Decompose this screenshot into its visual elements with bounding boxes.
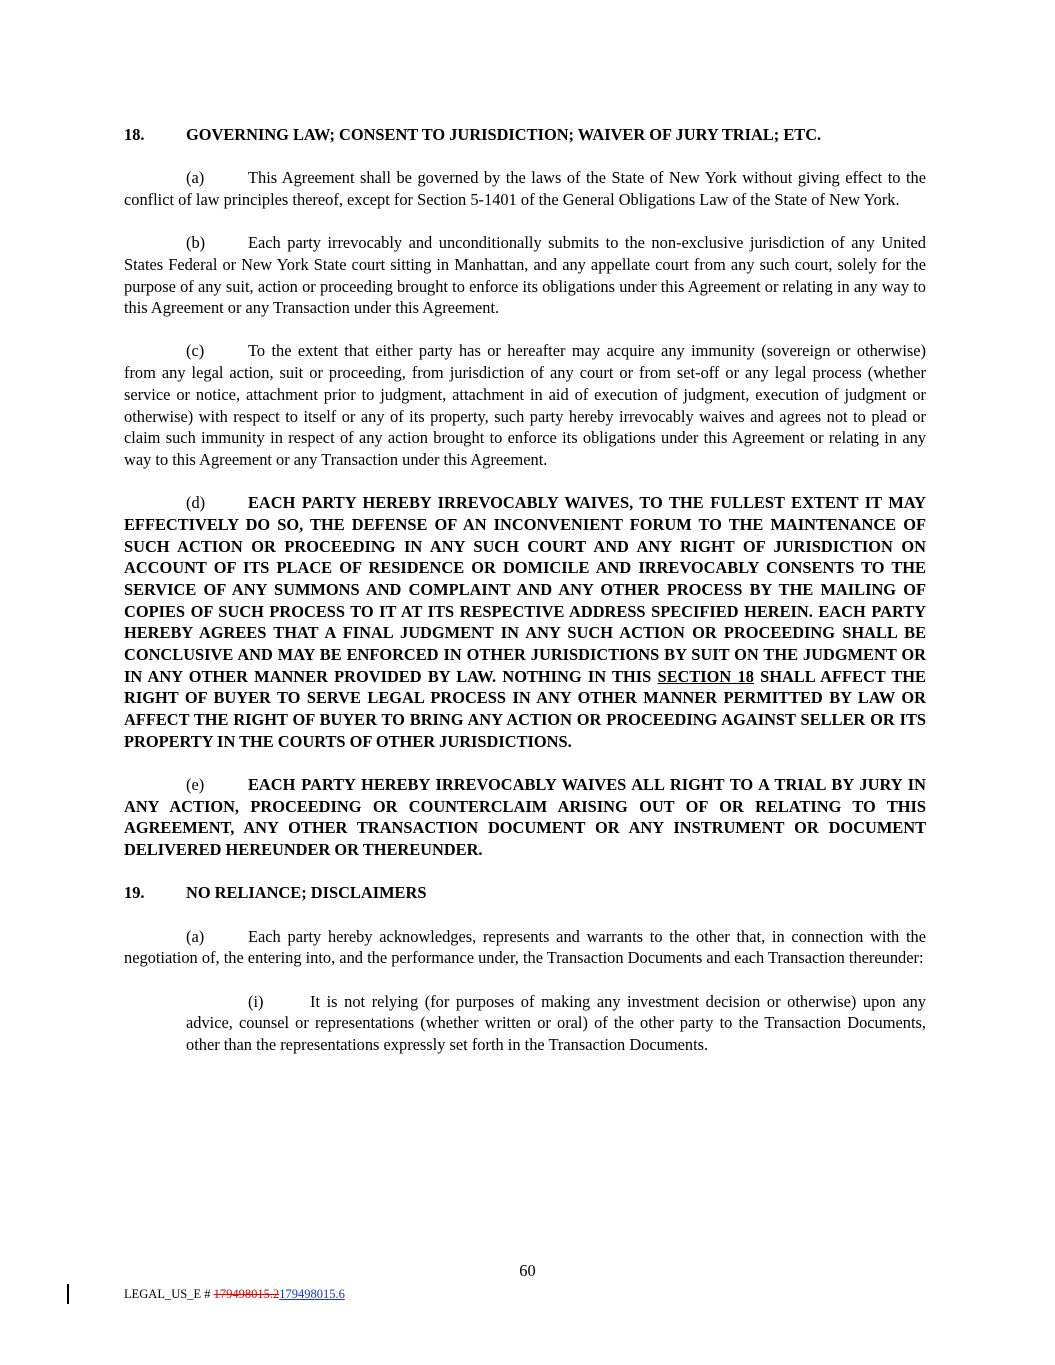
- paragraph-label: (a): [186, 168, 205, 188]
- change-bar: [67, 1284, 69, 1304]
- document-page: [124, 124, 926, 1056]
- paragraph-label: (c): [186, 341, 205, 361]
- section-19-heading: [124, 882, 926, 904]
- paragraph-text: Each party irrevocably and unconditionally submits to the non-exclusive jurisdiction of any United States Federal or New York State court sitting in Manhattan, and any appellate court from any such court, solely for the purpose of any suit, action or proceeding brought to enforce its obligations under this Agreement or relating in any way to this Agreement or any Transaction under this Agreement.: [124, 233, 926, 318]
- paragraph-text: EACH PARTY HEREBY IRREVOCABLY WAIVES ALL RIGHT TO A TRIAL BY JURY IN ANY ACTION, PROCEEDING OR COUNTERCLAIM ARISING OUT OF OR RELATING TO THIS AGREEMENT, ANY OTHER TRANSACTION DOCUMENT OR ANY INSTRUMENT OR DOCUMENT DELIVERED HEREUNDER OR THEREUNDER.: [124, 775, 926, 860]
- section-title: NO RELIANCE; DISCLAIMERS: [186, 883, 427, 903]
- paragraph-text: To the extent that either party has or hereafter may acquire any immunity (sovereign or otherwise) from any legal action, suit or proceeding, from jurisdiction of any court or from set-off or any legal process (whether service or notice, attachment prior to judgment, attachment in aid of execution of judgment, execution of judgment or otherwise) with respect to itself or any of its property, such party hereby irrevocably waives and agrees not to plead or claim such immunity in respect of any action brought to enforce its obligations under this Agreement or relating in any way to this Agreement or any Transaction under this Agreement.: [124, 341, 926, 469]
- section-title: GOVERNING LAW; CONSENT TO JURISDICTION; WAIVER OF JURY TRIAL; ETC.: [186, 125, 822, 144]
- section-18-heading: [124, 124, 926, 146]
- page-number: 60: [519, 1261, 536, 1280]
- document-footer: [124, 1287, 345, 1302]
- paragraph-label: (b): [186, 233, 206, 253]
- paragraph-18c: [124, 340, 926, 470]
- paragraph-label: (d): [186, 493, 206, 513]
- paragraph-label: (a): [186, 926, 205, 946]
- footer-inserted-number: 179498015.6: [279, 1287, 345, 1301]
- paragraph-18e: [124, 774, 926, 861]
- section-18-reference: SECTION 18: [657, 666, 754, 686]
- paragraph-18d: [124, 492, 926, 752]
- paragraph-text-after: SHALL AFFECT THE RIGHT OF BUYER TO SERVE LEGAL PROCESS IN ANY OTHER MANNER PERMITTED BY LAW OR AFFECT THE RIGHT OF BUYER TO BRING ANY ACTION OR PROCEEDING AGAINST SELLER OR ITS PROPERTY IN THE COURTS OF OTHER JURISDICTIONS.: [124, 666, 926, 751]
- paragraph-19a: [124, 926, 926, 969]
- paragraph-label: (i): [248, 991, 264, 1011]
- paragraph-label: (e): [186, 775, 205, 795]
- paragraph-text: It is not relying (for purposes of making any investment decision or otherwise) upon any advice, counsel or representations (whether written or oral) of the other party to the Transaction Documents, other than the representations expressly set forth in the Transaction Documents.: [186, 991, 926, 1054]
- paragraph-text: Each party hereby acknowledges, represents and warrants to the other that, in connection with the negotiation of, the entering into, and the performance under, the Transaction Documents and each Transaction thereunder:: [124, 926, 926, 968]
- footer-prefix: LEGAL_US_E #: [124, 1287, 214, 1301]
- paragraph-18a: [124, 167, 926, 210]
- paragraph-18b: [124, 232, 926, 319]
- paragraph-text-before: EACH PARTY HEREBY IRREVOCABLY WAIVES, TO THE FULLEST EXTENT IT MAY EFFECTIVELY DO SO, THE DEFENSE OF AN INCONVENIENT FORUM TO THE MAINTENANCE OF SUCH ACTION OR PROCEEDING IN ANY SUCH COURT AND ANY RIGHT OF JURISDICTION ON ACCOUNT OF ITS PLACE OF RESIDENCE OR DOMICILE AND IRREVOCABLY CONSENTS TO THE SERVICE OF ANY SUMMONS AND COMPLAINT AND ANY OTHER PROCESS BY THE MAILING OF COPIES OF SUCH PROCESS TO IT AT ITS RESPECTIVE ADDRESS SPECIFIED HEREIN. EACH PARTY HEREBY AGREES THAT A FINAL JUDGMENT IN ANY SUCH ACTION OR PROCEEDING SHALL BE CONCLUSIVE AND MAY BE ENFORCED IN OTHER JURISDICTIONS BY SUIT ON THE JUDGMENT OR IN ANY OTHER MANNER PROVIDED BY LAW. NOTHING IN THIS: [124, 493, 926, 686]
- paragraph-19a-i: [186, 991, 926, 1056]
- section-number: 18.: [124, 125, 145, 144]
- paragraph-text: This Agreement shall be governed by the laws of the State of New York without giving effect to the conflict of law principles thereof, except for Section 5-1401 of the General Obligations Law of the State of New York.: [124, 168, 926, 209]
- footer-deleted-number: 179498015.2: [213, 1287, 280, 1301]
- section-number: 19.: [124, 883, 145, 903]
